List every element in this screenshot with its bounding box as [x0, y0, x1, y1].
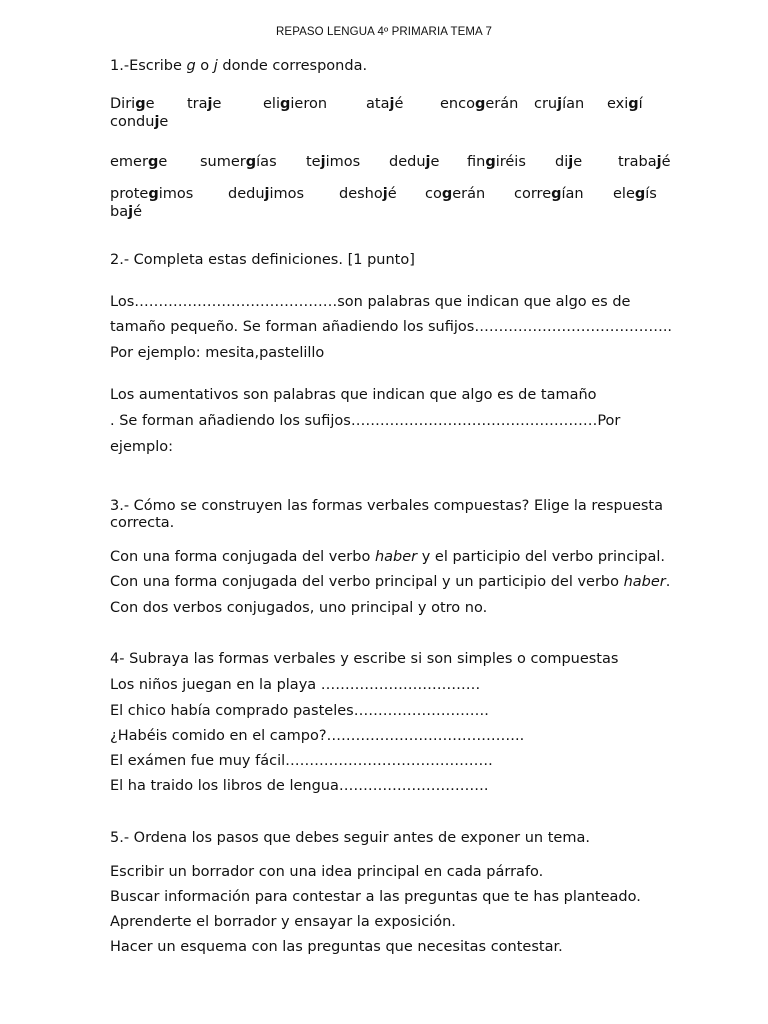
- word-item: [467, 153, 526, 171]
- question-3-title-line-1: 3.- Cómo se construyen las formas verbales compuestas? Elige la respuesta: [110, 498, 663, 514]
- definition-1-line-3: Por ejemplo: mesita,pastelillo: [110, 345, 325, 361]
- word-letter: j: [320, 154, 326, 170]
- option-2-italic: haber: [623, 574, 666, 590]
- word-suffix: ían: [562, 96, 585, 112]
- word-letter: g: [148, 186, 159, 202]
- word-prefix: di: [555, 154, 569, 170]
- definition-1-line-2: tamaño pequeño. Se forman añadiendo los sufijos…………………………………..: [110, 319, 673, 335]
- step-4: Hacer un esquema con las preguntas que necesitas contestar.: [110, 939, 563, 955]
- word-suffix: ían: [561, 186, 584, 202]
- word-item: [228, 185, 304, 203]
- word-suffix: é: [387, 186, 397, 202]
- word-letter: g: [485, 154, 496, 170]
- letter-g: g: [186, 58, 196, 74]
- word-suffix: ís: [645, 186, 657, 202]
- word-prefix: eli: [263, 96, 280, 112]
- word-prefix: co: [425, 186, 442, 202]
- word-item: [613, 185, 657, 203]
- word-prefix: sumer: [200, 154, 246, 170]
- word-item: [607, 95, 643, 113]
- word-item: [263, 95, 327, 113]
- word-letter: j: [656, 154, 662, 170]
- word-suffix: ieron: [290, 96, 328, 112]
- word-suffix: e: [145, 96, 155, 112]
- word-item: [514, 185, 584, 203]
- option-1-pre: Con una forma conjugada del verbo: [110, 549, 375, 565]
- word-item: [187, 95, 221, 113]
- word-prefix: emer: [110, 154, 148, 170]
- word-prefix: enco: [440, 96, 475, 112]
- word-suffix: imos: [269, 186, 305, 202]
- word-item: [366, 95, 403, 113]
- word-prefix: dedu: [228, 186, 265, 202]
- word-prefix: prote: [110, 186, 149, 202]
- word-prefix: cru: [534, 96, 558, 112]
- word-item: [339, 185, 397, 203]
- word-letter: g: [634, 186, 646, 202]
- word-suffix: é: [394, 96, 404, 112]
- word-letter: j: [389, 96, 395, 112]
- word-letter: j: [154, 114, 160, 130]
- word-suffix: iréis: [495, 154, 526, 170]
- word-prefix: te: [306, 154, 321, 170]
- word-prefix: traba: [618, 154, 657, 170]
- word-item: [110, 113, 168, 131]
- definition-2-line-2: . Se forman añadiendo los sufijos……………………………………………Por: [110, 413, 621, 429]
- word-item: [110, 185, 193, 203]
- word-item: [200, 153, 277, 171]
- word-prefix: exi: [607, 96, 629, 112]
- word-letter: j: [128, 204, 134, 220]
- word-letter: g: [441, 186, 453, 202]
- word-letter: j: [425, 154, 431, 170]
- word-item: [618, 153, 671, 171]
- option-2: [110, 573, 670, 591]
- word-item: [440, 95, 518, 113]
- step-2: Buscar información para contestar a las preguntas que te has planteado.: [110, 889, 641, 905]
- option-1-post: y el participio del verbo principal.: [417, 549, 665, 565]
- question-5-title: 5.- Ordena los pasos que debes seguir antes de exponer un tema.: [110, 830, 590, 846]
- word-suffix: erán: [452, 186, 486, 202]
- word-prefix: tra: [187, 96, 208, 112]
- option-1: [110, 548, 665, 566]
- word-suffix: e: [159, 114, 169, 130]
- word-item: [389, 153, 439, 171]
- word-item: [425, 185, 485, 203]
- word-suffix: e: [573, 154, 583, 170]
- word-letter: g: [147, 154, 159, 170]
- word-prefix: desho: [339, 186, 383, 202]
- word-prefix: ba: [110, 204, 129, 220]
- word-suffix: e: [212, 96, 222, 112]
- step-3: Aprenderte el borrador y ensayar la exposición.: [110, 914, 456, 930]
- definition-2-line-3: ejemplo:: [110, 439, 173, 455]
- word-letter: g: [245, 154, 257, 170]
- word-prefix: corre: [514, 186, 552, 202]
- word-letter: g: [135, 96, 146, 112]
- word-letter: j: [382, 186, 388, 202]
- step-1: Escribir un borrador con una idea principal en cada párrafo.: [110, 864, 544, 880]
- word-letter: g: [474, 96, 486, 112]
- word-item: [534, 95, 584, 113]
- letter-j: j: [213, 58, 218, 74]
- word-suffix: é: [133, 204, 142, 220]
- question-1-title-mid: o: [195, 58, 214, 74]
- word-item: [110, 153, 167, 171]
- word-item: [110, 95, 155, 113]
- word-letter: j: [264, 186, 270, 202]
- word-prefix: ata: [366, 96, 390, 112]
- word-suffix: imos: [325, 154, 361, 170]
- question-1-title-post: donde corresponda.: [217, 58, 368, 74]
- sentence-3: ¿Habéis comido en el campo?…………………………………..: [110, 728, 525, 744]
- word-suffix: e: [158, 154, 168, 170]
- word-suffix: imos: [158, 186, 194, 202]
- word-item: [555, 153, 582, 171]
- word-letter: j: [207, 96, 213, 112]
- option-2-pre: Con una forma conjugada del verbo principal y un participio del verbo: [110, 574, 624, 590]
- sentence-1: Los niños juegan en la playa ……………………………: [110, 677, 481, 693]
- sentence-5: El ha traido los libros de lengua………………………….: [110, 778, 489, 794]
- question-4-title: 4- Subraya las formas verbales y escribe si son simples o compuestas: [110, 651, 619, 667]
- word-suffix: erán: [485, 96, 519, 112]
- word-prefix: Diri: [110, 96, 136, 112]
- question-3-title-line-2: correcta.: [110, 515, 175, 531]
- word-prefix: condu: [110, 114, 155, 130]
- word-item: [306, 153, 360, 171]
- word-letter: g: [551, 186, 562, 202]
- word-suffix: e: [430, 154, 440, 170]
- word-prefix: dedu: [389, 154, 426, 170]
- question-1-title: [110, 57, 367, 75]
- question-2-title: 2.- Completa estas definiciones. [1 punto]: [110, 252, 415, 268]
- word-letter: g: [628, 96, 639, 112]
- word-prefix: fin: [467, 154, 486, 170]
- definition-1-line-1: Los……………………………………son palabras que indican que algo es de: [110, 294, 631, 310]
- sentence-2: El chico había comprado pasteles……………………….: [110, 703, 489, 719]
- question-1-title-pre: 1.-Escribe: [110, 58, 187, 74]
- option-2-post: .: [665, 574, 671, 590]
- word-suffix: í: [638, 96, 643, 112]
- word-prefix: ele: [613, 186, 635, 202]
- word-suffix: é: [661, 154, 671, 170]
- option-3: Con dos verbos conjugados, uno principal y otro no.: [110, 600, 488, 616]
- option-1-italic: haber: [374, 549, 418, 565]
- page-title: REPASO LENGUA 4º PRIMARIA TEMA 7: [276, 26, 492, 38]
- sentence-4: El exámen fue muy fácil…………………………………….: [110, 753, 493, 769]
- word-item: [110, 203, 142, 221]
- definition-2-line-1: Los aumentativos son palabras que indican que algo es de tamaño: [110, 387, 597, 403]
- word-suffix: ías: [256, 154, 277, 170]
- word-letter: j: [557, 96, 563, 112]
- word-letter: g: [279, 96, 291, 112]
- word-letter: j: [568, 154, 574, 170]
